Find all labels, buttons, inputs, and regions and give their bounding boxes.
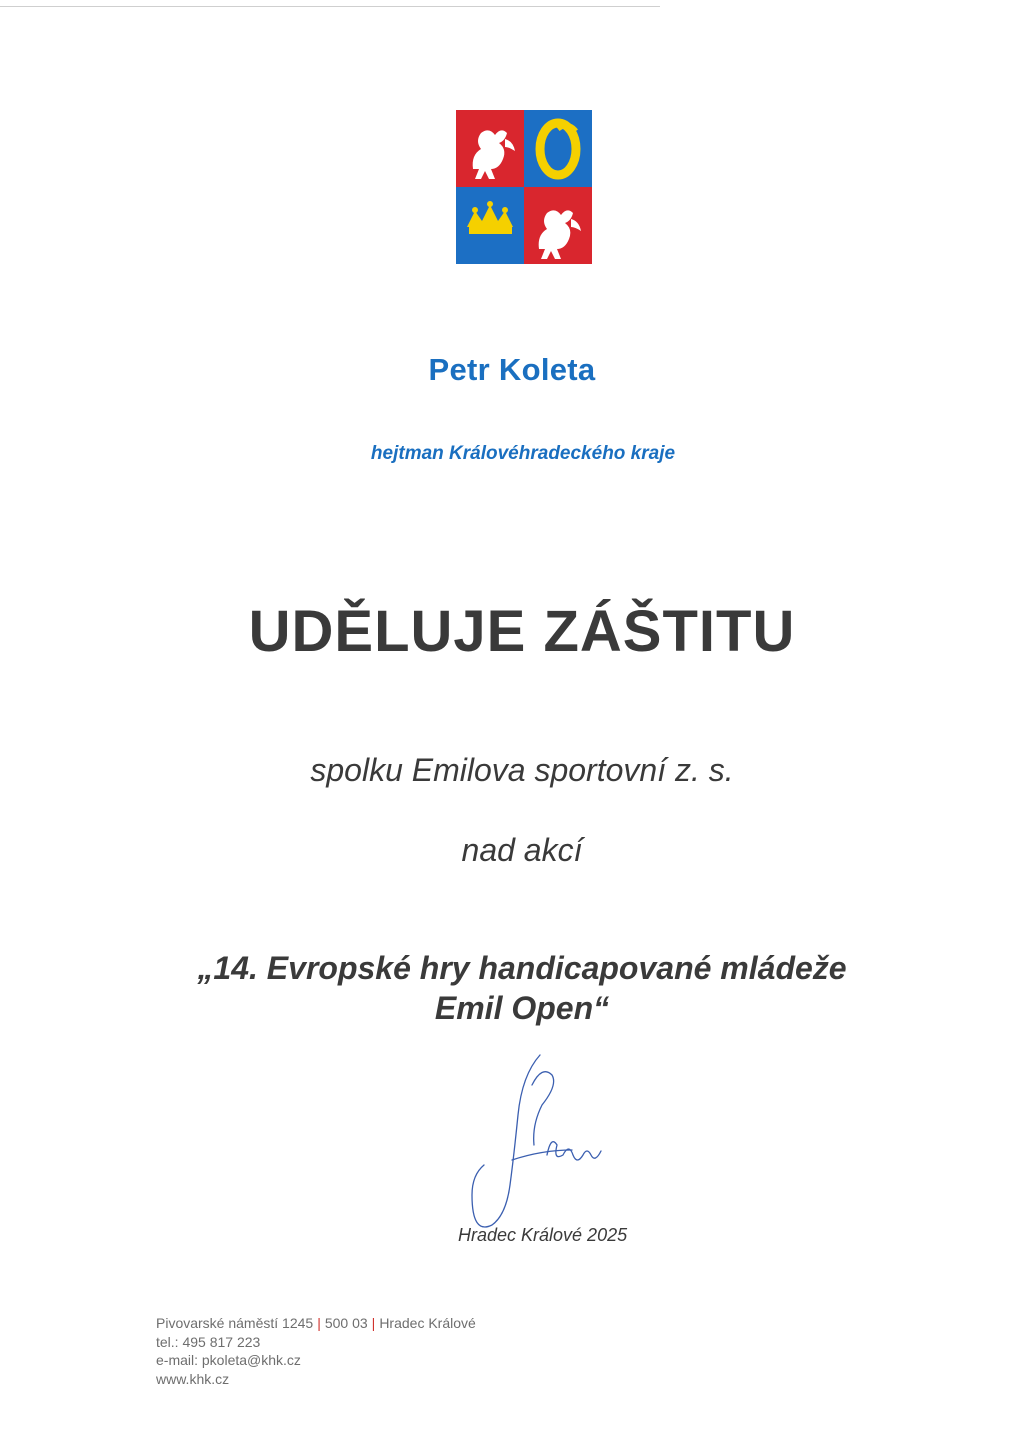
footer-tel: tel.: 495 817 223 bbox=[156, 1333, 261, 1350]
footer-separator: | bbox=[371, 1315, 376, 1331]
footer-contact bbox=[156, 1314, 476, 1388]
place-date: Hradec Králové 2025 bbox=[458, 1225, 628, 1245]
footer-city: Hradec Králové bbox=[379, 1315, 476, 1331]
footer-web: www.khk.cz bbox=[156, 1370, 230, 1387]
footer-separator: | bbox=[317, 1315, 321, 1331]
headline: UDĚLUJE ZÁŠTITU bbox=[248, 599, 796, 664]
coat-of-arms-icon bbox=[455, 109, 593, 265]
event-title-line-2: Emil Open“ bbox=[434, 990, 610, 1026]
event-title-line-1: „14. Evropské hry handicapované mládeže bbox=[197, 950, 847, 986]
footer-zip: 500 03 bbox=[324, 1315, 368, 1331]
over-event-text: nad akcí bbox=[461, 832, 583, 868]
scan-edge-line bbox=[0, 6, 660, 7]
patron-role: hejtman Královéhradeckého kraje bbox=[370, 443, 676, 464]
signature-mark bbox=[462, 1045, 632, 1235]
event-title bbox=[0, 948, 1024, 1028]
footer-street: Pivovarské náměstí 1245 bbox=[156, 1315, 314, 1331]
footer-email: e-mail: pkoleta@khk.cz bbox=[156, 1352, 301, 1368]
recipient: spolku Emilova sportovní z. s. bbox=[310, 752, 734, 788]
patron-name: Petr Koleta bbox=[428, 352, 596, 387]
footer-address bbox=[156, 1314, 476, 1333]
